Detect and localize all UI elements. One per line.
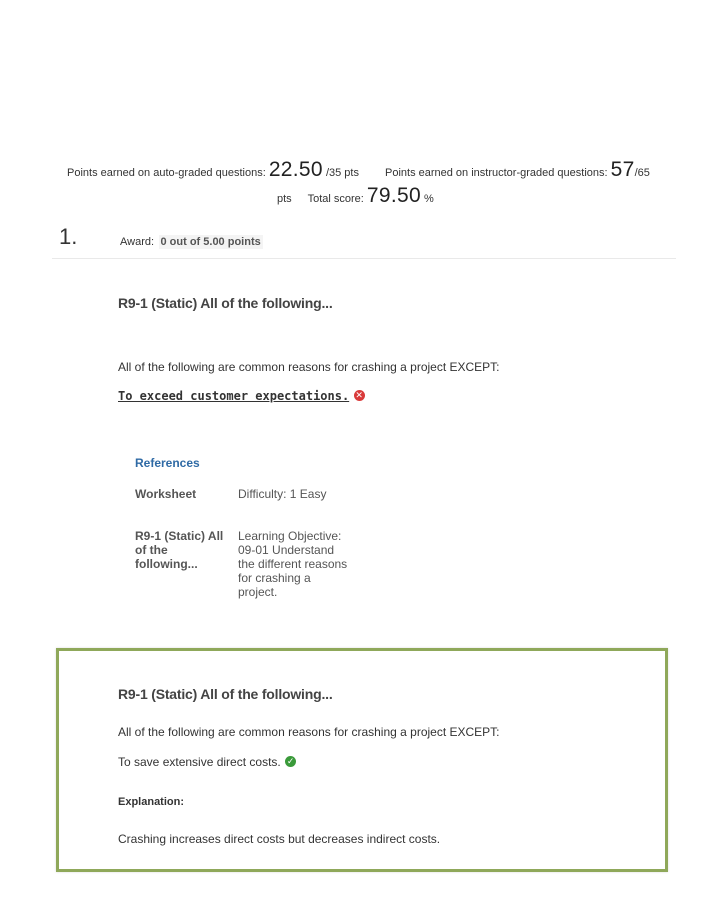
- total-score: [277, 184, 434, 208]
- check-circle-icon: ✓: [286, 756, 295, 767]
- question-number: 1.: [59, 224, 78, 249]
- total-score-value: 79.50: [366, 184, 421, 207]
- reference-value-objective: [238, 529, 358, 599]
- references-heading: References: [135, 456, 200, 470]
- reference-value-line: project.: [238, 585, 278, 599]
- question-text: All of the following are common reasons for crashing a project EXCEPT:: [118, 360, 500, 374]
- award-line: [120, 232, 263, 250]
- auto-graded-value: 22.50: [268, 158, 323, 181]
- auto-graded-label: Points earned on auto-graded questions:: [67, 167, 266, 179]
- instructor-graded-value: 57: [610, 158, 635, 181]
- x-circle-icon: ✕: [355, 390, 363, 401]
- award-label: Award:: [120, 236, 155, 248]
- explanation-text: Crashing increases direct costs but decreases indirect costs.: [118, 832, 441, 846]
- auto-graded-score: [67, 158, 359, 182]
- instructor-graded-score: [385, 158, 650, 182]
- reference-key-line: R9-1 (Static) All: [135, 529, 224, 543]
- question-title: R9-1 (Static) All of the following...: [118, 295, 333, 311]
- total-score-unit: %: [424, 193, 434, 205]
- reference-key-worksheet: Worksheet: [135, 487, 197, 501]
- correct-answer: [118, 753, 296, 771]
- correct-answer-text: To save extensive direct costs.: [118, 755, 281, 769]
- selected-answer: [118, 387, 365, 405]
- reference-key-question: [135, 529, 235, 571]
- selected-answer-text: To exceed customer expectations.: [118, 389, 350, 403]
- pts-label: pts: [277, 193, 292, 205]
- instructor-graded-total: /65: [634, 167, 650, 179]
- answer-key-question-text: All of the following are common reasons for crashing a project EXCEPT:: [118, 725, 500, 739]
- explanation-label: Explanation:: [118, 796, 185, 808]
- award-value: 0 out of 5.00 points: [160, 236, 261, 248]
- answer-key-title: R9-1 (Static) All of the following...: [118, 686, 333, 702]
- reference-value-difficulty: Difficulty: 1 Easy: [238, 487, 327, 501]
- reference-value-line: for crashing a: [238, 571, 311, 585]
- instructor-graded-label: Points earned on instructor-graded questions:: [385, 167, 608, 179]
- reference-key-line: following...: [135, 557, 198, 571]
- reference-value-line: Learning Objective:: [238, 529, 342, 543]
- total-score-label: Total score:: [307, 193, 364, 205]
- reference-key-line: of the: [135, 543, 168, 557]
- auto-graded-total: /35 pts: [325, 167, 359, 179]
- reference-value-line: the different reasons: [238, 557, 348, 571]
- reference-value-line: 09-01 Understand: [238, 543, 335, 557]
- question-divider: [52, 258, 676, 259]
